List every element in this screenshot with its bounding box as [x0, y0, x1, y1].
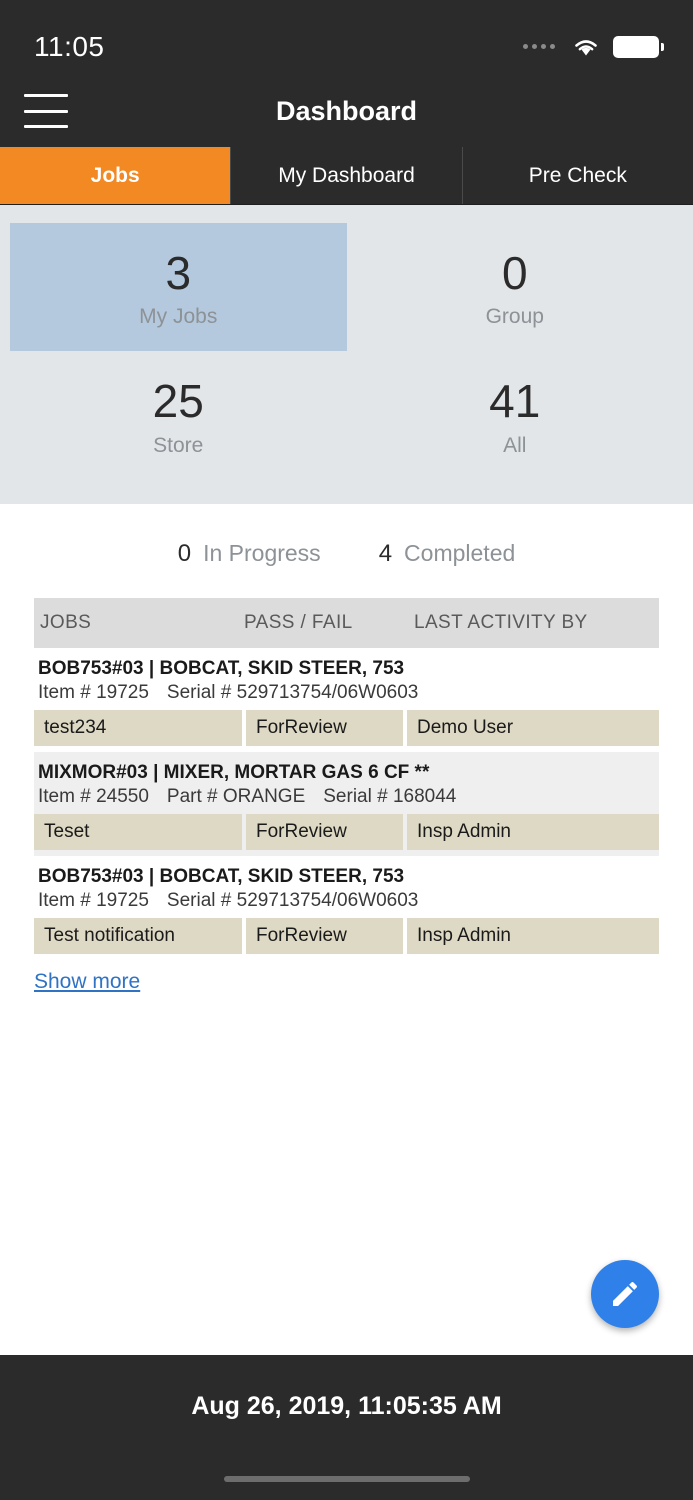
job-item-number: Item # 24550: [38, 785, 149, 807]
counter-value: 41: [489, 375, 541, 428]
page-title: Dashboard: [275, 95, 418, 126]
table-row[interactable]: [34, 856, 659, 960]
job-title: BOB753#03 | BOBCAT, SKID STEER, 753: [38, 657, 405, 679]
edit-fab-button[interactable]: [591, 1260, 659, 1328]
tab-pre-check[interactable]: Pre Check: [528, 163, 627, 187]
tab-bar: [0, 147, 693, 205]
signal-dots-icon: [523, 44, 555, 49]
job-name-chip[interactable]: test234: [34, 710, 242, 746]
table-row[interactable]: [34, 752, 659, 856]
job-meta: [34, 682, 659, 710]
job-chips: [34, 918, 659, 960]
home-indicator[interactable]: [224, 1476, 470, 1482]
status-indicators: [523, 36, 659, 58]
job-part-number: Part # ORANGE: [166, 785, 306, 807]
counter-my-jobs[interactable]: [10, 223, 347, 351]
column-header-pass-fail: PASS / FAIL: [244, 611, 353, 633]
column-header-jobs: JOBS: [40, 611, 92, 633]
job-meta: [34, 890, 659, 918]
home-indicator-area: [0, 1458, 693, 1500]
job-title: BOB753#03 | BOBCAT, SKID STEER, 753: [38, 865, 405, 887]
edit-pencil-icon: [609, 1278, 641, 1310]
job-item-number: Item # 19725: [38, 681, 149, 703]
pass-fail-chip[interactable]: ForReview: [246, 710, 403, 746]
status-value: 4: [378, 539, 393, 567]
footer-timestamp-bar: [0, 1355, 693, 1458]
job-item-number: Item # 19725: [38, 889, 149, 911]
last-activity-chip[interactable]: Insp Admin: [407, 814, 659, 850]
status-in-progress[interactable]: [178, 540, 321, 568]
counter-label: Store: [153, 433, 204, 457]
job-chips: [34, 710, 659, 752]
counter-store[interactable]: [10, 351, 347, 479]
job-title: MIXMOR#03 | MIXER, MORTAR GAS 6 CF **: [38, 761, 430, 783]
status-bar: [0, 0, 693, 75]
status-value: 0: [177, 539, 192, 567]
show-more-link[interactable]: Show more: [34, 969, 141, 993]
job-serial-number: Serial # 529713754/06W0603: [166, 889, 419, 911]
job-serial-number: Serial # 529713754/06W0603: [166, 681, 419, 703]
last-activity-chip[interactable]: Demo User: [407, 710, 659, 746]
tab-jobs[interactable]: Jobs: [0, 147, 231, 204]
wifi-icon: [571, 36, 601, 58]
counter-label: All: [503, 433, 527, 457]
counter-group[interactable]: [347, 223, 684, 351]
status-label: Completed: [404, 539, 516, 566]
counter-value: 3: [165, 247, 192, 299]
counter-value: 0: [501, 247, 528, 299]
counter-label: My Jobs: [139, 305, 218, 329]
table-header: [34, 598, 659, 648]
counter-label: Group: [485, 305, 544, 329]
job-name-chip[interactable]: Test notification: [34, 918, 242, 954]
battery-full-icon: [613, 36, 659, 58]
footer-timestamp: Aug 26, 2019, 11:05:35 AM: [191, 1392, 502, 1420]
status-time: 11:05: [34, 30, 105, 62]
pass-fail-chip[interactable]: ForReview: [246, 918, 403, 954]
job-name-chip[interactable]: Teset: [34, 814, 242, 850]
counter-grid: [0, 205, 693, 504]
status-summary: [0, 504, 693, 598]
pass-fail-chip[interactable]: ForReview: [246, 814, 403, 850]
nav-bar: [0, 75, 693, 147]
status-label: In Progress: [203, 539, 321, 566]
last-activity-chip[interactable]: Insp Admin: [407, 918, 659, 954]
counter-all[interactable]: [347, 351, 684, 479]
status-completed[interactable]: [379, 540, 516, 568]
jobs-table: [0, 598, 693, 1355]
column-header-last-activity: LAST ACTIVITY BY: [414, 611, 588, 633]
job-meta: [34, 786, 659, 814]
job-chips: [34, 814, 659, 856]
counter-value: 25: [152, 375, 204, 428]
table-row[interactable]: [34, 648, 659, 752]
tab-my-dashboard[interactable]: My Dashboard: [231, 147, 462, 204]
hamburger-menu-icon[interactable]: [24, 94, 68, 128]
job-serial-number: Serial # 168044: [323, 785, 457, 807]
